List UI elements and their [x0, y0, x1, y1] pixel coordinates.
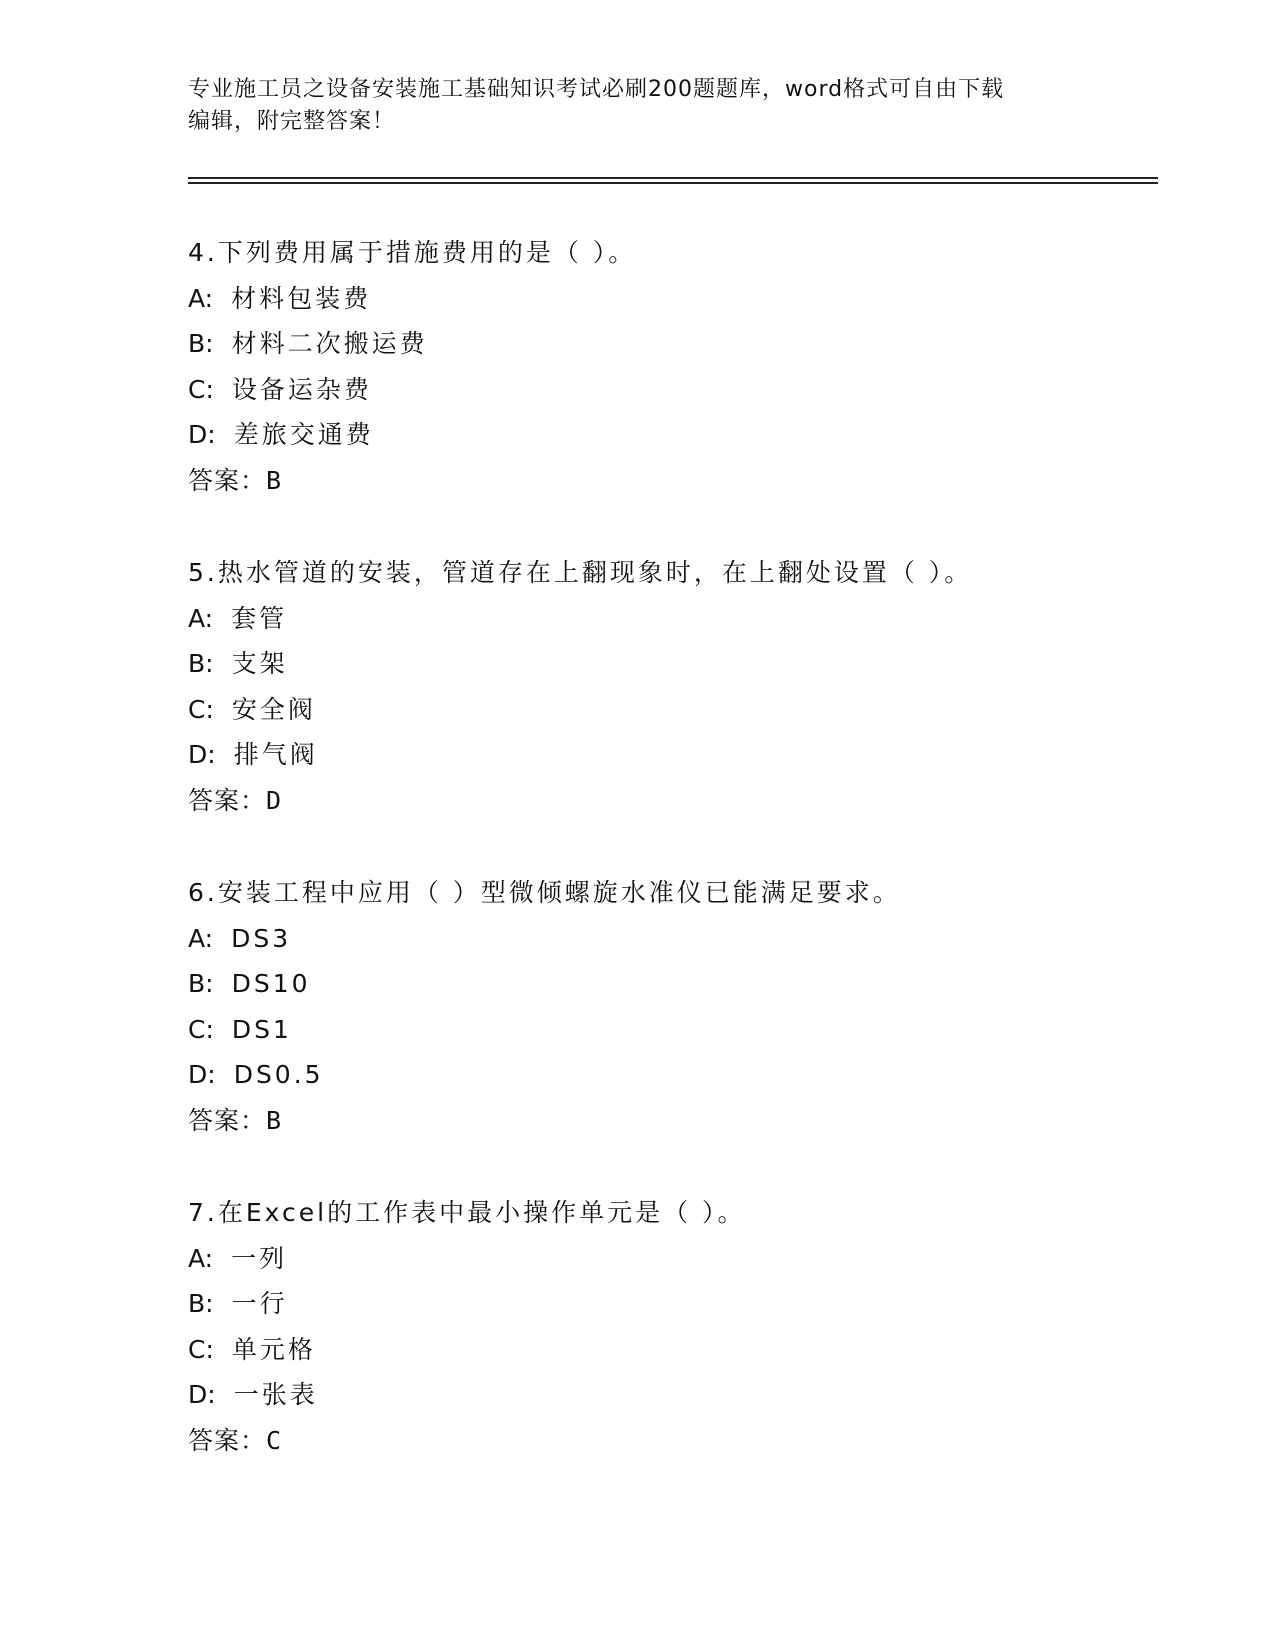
header-divider-bottom	[188, 182, 1158, 184]
option-c: C: DS1	[188, 1014, 292, 1044]
option-c: C: 设备运杂费	[188, 374, 372, 404]
answer-label: 答案：	[188, 785, 267, 815]
option-d: D: 排气阀	[188, 740, 318, 769]
question-stem: 6.安装工程中应用（ ）型微倾螺旋水准仪已能满足要求。	[188, 878, 901, 907]
answer-value: B	[266, 465, 283, 495]
answer-label: 答案：	[188, 1425, 267, 1455]
option-b: B: DS10	[188, 969, 311, 998]
option-a: A: 套管	[188, 603, 288, 633]
answer-line	[188, 1418, 1148, 1464]
answer-line	[188, 458, 1148, 504]
option-b: B: 一行	[188, 1289, 288, 1318]
option-b: B: 支架	[188, 649, 288, 678]
question-block	[188, 1190, 1148, 1463]
answer-label: 答案：	[188, 465, 267, 495]
answer-value: D	[266, 785, 283, 815]
option-d: D: 差旅交通费	[188, 420, 374, 449]
answer-value: B	[266, 1105, 283, 1135]
header-line-2: 编辑，附完整答案！	[188, 109, 396, 134]
option-c: C: 安全阀	[188, 694, 316, 724]
question-stem: 4.下列费用属于措施费用的是（ ）。	[188, 238, 637, 267]
option-a: A: DS3	[188, 923, 292, 953]
option-b: B: 材料二次搬运费	[188, 329, 428, 358]
answer-label: 答案：	[188, 1105, 267, 1135]
question-block	[188, 550, 1148, 823]
answer-value: C	[266, 1425, 283, 1455]
question-block	[188, 230, 1148, 503]
question-stem: 7.在Excel的工作表中最小操作单元是（ ）。	[188, 1198, 746, 1227]
option-a: A: 材料包装费	[188, 283, 372, 313]
option-c: C: 单元格	[188, 1334, 316, 1364]
option-d: D: DS0.5	[188, 1060, 324, 1089]
answer-line	[188, 778, 1148, 824]
option-a: A: 一列	[188, 1243, 288, 1273]
question-stem: 5.热水管道的安装，管道存在上翻现象时，在上翻处设置（ ）。	[188, 558, 973, 587]
answer-line	[188, 1098, 1148, 1144]
question-block	[188, 870, 1148, 1143]
header-line-1: 专业施工员之设备安装施工基础知识考试必刷200题题库，word格式可自由下载	[188, 77, 1005, 102]
header-divider-top	[188, 177, 1158, 179]
document-header	[188, 74, 1088, 138]
option-d: D: 一张表	[188, 1380, 318, 1409]
